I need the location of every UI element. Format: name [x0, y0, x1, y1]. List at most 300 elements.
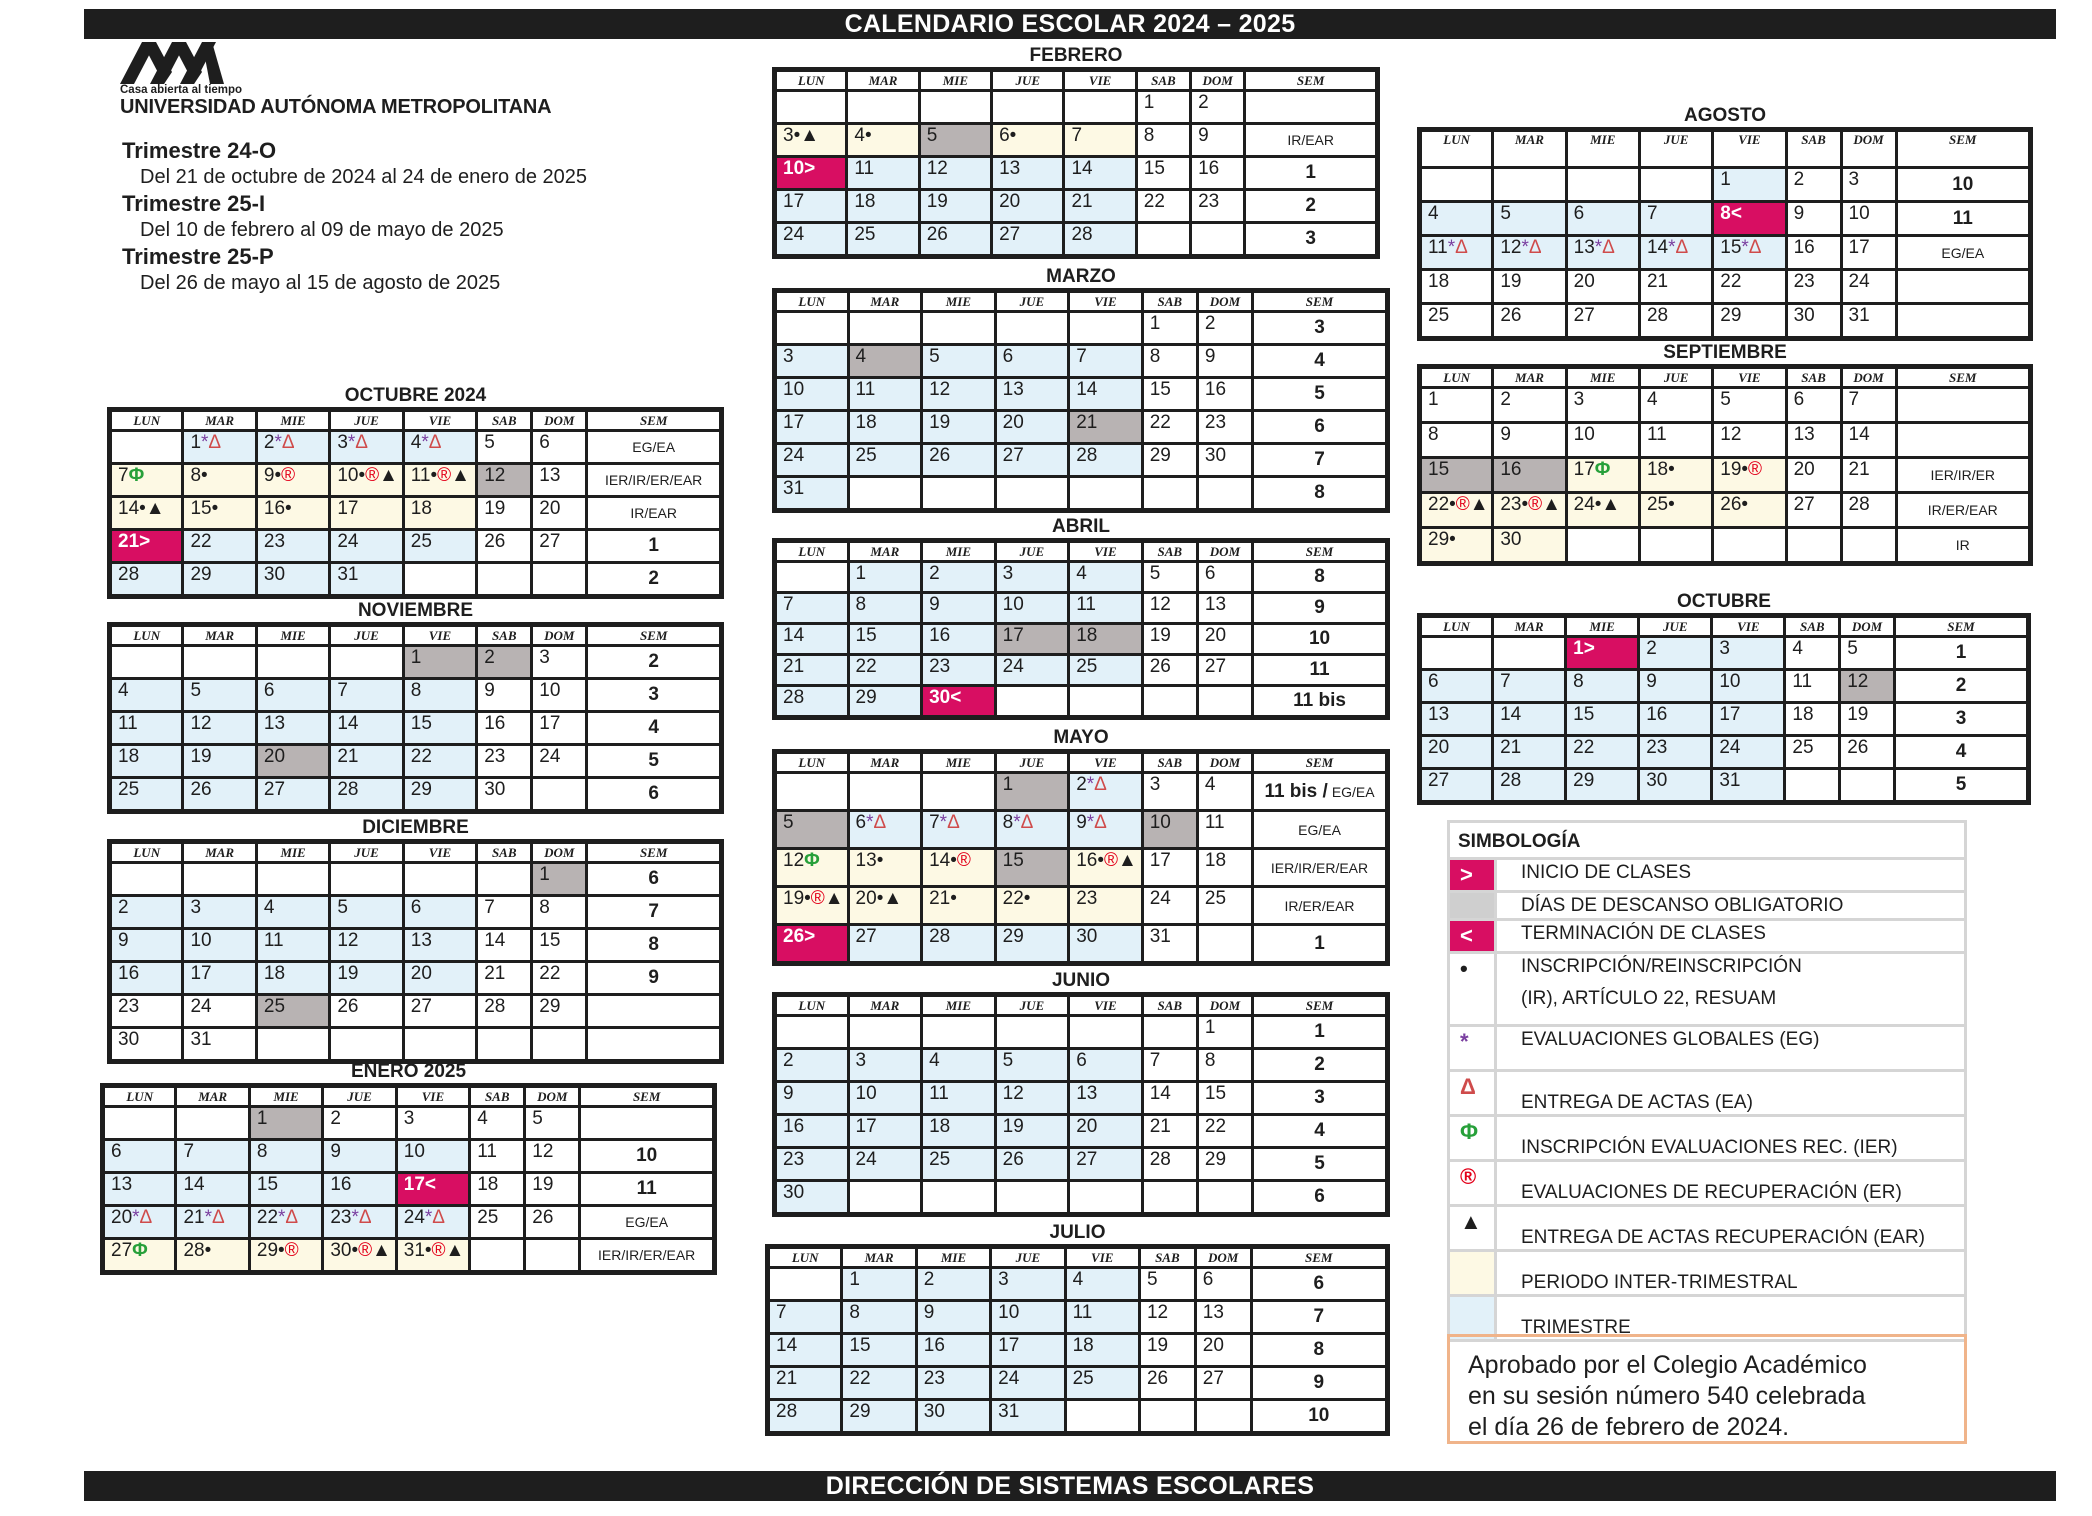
day-cell[interactable]	[1841, 304, 1896, 339]
day-cell[interactable]	[775, 1082, 849, 1115]
day-cell[interactable]	[1065, 1367, 1139, 1400]
day-cell[interactable]	[1841, 493, 1896, 528]
day-cell[interactable]	[847, 223, 919, 257]
day-cell[interactable]	[848, 378, 922, 411]
day-cell[interactable]	[532, 431, 587, 464]
day-cell[interactable]	[1195, 1334, 1251, 1367]
day-cell[interactable]	[995, 1082, 1069, 1115]
day-cell[interactable]	[1197, 1016, 1252, 1049]
day-cell[interactable]	[110, 745, 183, 778]
day-cell[interactable]	[847, 190, 919, 223]
day-cell[interactable]	[995, 562, 1069, 593]
day-cell[interactable]	[1841, 202, 1896, 236]
day-cell[interactable]	[1786, 270, 1841, 304]
day-cell[interactable]	[532, 745, 587, 778]
day-cell[interactable]	[1785, 670, 1840, 703]
day-cell[interactable]	[1069, 411, 1143, 444]
day-cell[interactable]	[1195, 1367, 1251, 1400]
day-cell[interactable]	[532, 863, 587, 896]
day-cell[interactable]	[1493, 270, 1566, 304]
day-cell[interactable]	[775, 378, 849, 411]
day-cell[interactable]	[1785, 637, 1840, 670]
day-cell[interactable]	[477, 896, 532, 929]
day-cell[interactable]	[1712, 736, 1785, 769]
day-cell[interactable]	[1197, 773, 1252, 811]
day-cell[interactable]	[1197, 444, 1252, 477]
day-cell[interactable]	[183, 778, 256, 812]
day-cell[interactable]	[848, 925, 922, 964]
day-cell[interactable]	[396, 1140, 469, 1173]
day-cell[interactable]	[1069, 593, 1143, 624]
day-cell[interactable]	[922, 444, 996, 477]
day-cell[interactable]	[922, 1049, 996, 1082]
day-cell[interactable]	[110, 679, 183, 712]
day-cell[interactable]	[183, 712, 256, 745]
day-cell[interactable]	[183, 995, 256, 1028]
day-cell[interactable]	[532, 530, 587, 563]
day-cell[interactable]	[848, 1082, 922, 1115]
day-cell[interactable]	[1712, 637, 1785, 670]
day-cell[interactable]	[1566, 202, 1639, 236]
day-cell[interactable]	[403, 679, 476, 712]
day-cell[interactable]	[403, 745, 476, 778]
day-cell[interactable]	[1142, 655, 1197, 686]
day-cell[interactable]	[1786, 423, 1841, 458]
day-cell[interactable]	[1065, 1334, 1139, 1367]
day-cell[interactable]	[848, 1115, 922, 1148]
day-cell[interactable]	[183, 464, 256, 497]
day-cell[interactable]	[110, 995, 183, 1028]
day-cell[interactable]	[330, 896, 403, 929]
day-cell[interactable]	[1069, 925, 1143, 964]
day-cell[interactable]	[1069, 655, 1143, 686]
day-cell[interactable]	[256, 712, 329, 745]
day-cell[interactable]	[1197, 1049, 1252, 1082]
day-cell[interactable]	[1713, 304, 1786, 339]
day-cell[interactable]	[1493, 458, 1566, 493]
day-cell[interactable]	[1786, 493, 1841, 528]
day-cell[interactable]	[775, 849, 849, 887]
day-cell[interactable]	[1713, 202, 1786, 236]
day-cell[interactable]	[916, 1400, 990, 1434]
day-cell[interactable]	[103, 1206, 176, 1239]
day-cell[interactable]	[775, 444, 849, 477]
day-cell[interactable]	[995, 411, 1069, 444]
day-cell[interactable]	[1142, 811, 1197, 849]
day-cell[interactable]	[330, 929, 403, 962]
day-cell[interactable]	[1786, 388, 1841, 423]
day-cell[interactable]	[922, 887, 996, 925]
day-cell[interactable]	[848, 411, 922, 444]
day-cell[interactable]	[477, 745, 532, 778]
day-cell[interactable]	[1065, 1268, 1139, 1301]
day-cell[interactable]	[477, 646, 532, 679]
day-cell[interactable]	[1197, 655, 1252, 686]
day-cell[interactable]	[916, 1268, 990, 1301]
day-cell[interactable]	[995, 378, 1069, 411]
day-cell[interactable]	[403, 929, 476, 962]
day-cell[interactable]	[1639, 236, 1712, 270]
day-cell[interactable]	[110, 563, 183, 597]
day-cell[interactable]	[1712, 769, 1785, 803]
day-cell[interactable]	[775, 624, 849, 655]
day-cell[interactable]	[1136, 91, 1190, 124]
day-cell[interactable]	[532, 929, 587, 962]
day-cell[interactable]	[775, 925, 849, 964]
day-cell[interactable]	[995, 887, 1069, 925]
day-cell[interactable]	[1566, 270, 1639, 304]
day-cell[interactable]	[183, 962, 256, 995]
day-cell[interactable]	[922, 345, 996, 378]
day-cell[interactable]	[330, 530, 403, 563]
day-cell[interactable]	[848, 593, 922, 624]
day-cell[interactable]	[470, 1107, 525, 1140]
day-cell[interactable]	[1420, 493, 1493, 528]
day-cell[interactable]	[848, 1049, 922, 1082]
day-cell[interactable]	[532, 962, 587, 995]
day-cell[interactable]	[847, 157, 919, 190]
day-cell[interactable]	[1420, 769, 1493, 803]
day-cell[interactable]	[323, 1239, 396, 1273]
day-cell[interactable]	[525, 1173, 580, 1206]
day-cell[interactable]	[1639, 458, 1712, 493]
day-cell[interactable]	[775, 811, 849, 849]
day-cell[interactable]	[1713, 423, 1786, 458]
day-cell[interactable]	[922, 655, 996, 686]
day-cell[interactable]	[1566, 637, 1639, 670]
day-cell[interactable]	[183, 431, 256, 464]
day-cell[interactable]	[1069, 1082, 1143, 1115]
day-cell[interactable]	[848, 1148, 922, 1181]
day-cell[interactable]	[775, 190, 847, 223]
day-cell[interactable]	[775, 1049, 849, 1082]
day-cell[interactable]	[775, 223, 847, 257]
day-cell[interactable]	[1142, 849, 1197, 887]
day-cell[interactable]	[1197, 1148, 1252, 1181]
day-cell[interactable]	[1566, 670, 1639, 703]
day-cell[interactable]	[1566, 493, 1639, 528]
day-cell[interactable]	[775, 157, 847, 190]
day-cell[interactable]	[323, 1140, 396, 1173]
day-cell[interactable]	[1713, 236, 1786, 270]
day-cell[interactable]	[1712, 703, 1785, 736]
day-cell[interactable]	[1841, 388, 1896, 423]
day-cell[interactable]	[1191, 157, 1245, 190]
day-cell[interactable]	[1786, 168, 1841, 202]
day-cell[interactable]	[403, 431, 476, 464]
day-cell[interactable]	[396, 1239, 469, 1273]
day-cell[interactable]	[995, 345, 1069, 378]
day-cell[interactable]	[403, 712, 476, 745]
day-cell[interactable]	[470, 1140, 525, 1173]
day-cell[interactable]	[256, 745, 329, 778]
day-cell[interactable]	[256, 497, 329, 530]
day-cell[interactable]	[1197, 562, 1252, 593]
day-cell[interactable]	[532, 995, 587, 1028]
day-cell[interactable]	[1713, 493, 1786, 528]
day-cell[interactable]	[249, 1206, 322, 1239]
day-cell[interactable]	[1142, 345, 1197, 378]
day-cell[interactable]	[330, 712, 403, 745]
day-cell[interactable]	[848, 887, 922, 925]
day-cell[interactable]	[842, 1301, 916, 1334]
day-cell[interactable]	[330, 745, 403, 778]
day-cell[interactable]	[1786, 202, 1841, 236]
day-cell[interactable]	[992, 190, 1064, 223]
day-cell[interactable]	[1712, 670, 1785, 703]
day-cell[interactable]	[1142, 444, 1197, 477]
day-cell[interactable]	[1142, 773, 1197, 811]
day-cell[interactable]	[470, 1173, 525, 1206]
day-cell[interactable]	[256, 896, 329, 929]
day-cell[interactable]	[1639, 493, 1712, 528]
day-cell[interactable]	[922, 925, 996, 964]
day-cell[interactable]	[1713, 388, 1786, 423]
day-cell[interactable]	[256, 530, 329, 563]
day-cell[interactable]	[1420, 670, 1493, 703]
day-cell[interactable]	[256, 464, 329, 497]
day-cell[interactable]	[1197, 1115, 1252, 1148]
day-cell[interactable]	[330, 497, 403, 530]
day-cell[interactable]	[110, 497, 183, 530]
day-cell[interactable]	[916, 1334, 990, 1367]
day-cell[interactable]	[1420, 458, 1493, 493]
day-cell[interactable]	[330, 962, 403, 995]
day-cell[interactable]	[110, 962, 183, 995]
day-cell[interactable]	[1139, 1268, 1195, 1301]
day-cell[interactable]	[1142, 1049, 1197, 1082]
day-cell[interactable]	[1493, 202, 1566, 236]
day-cell[interactable]	[477, 995, 532, 1028]
day-cell[interactable]	[183, 679, 256, 712]
day-cell[interactable]	[1566, 703, 1639, 736]
day-cell[interactable]	[183, 929, 256, 962]
day-cell[interactable]	[1420, 304, 1493, 339]
day-cell[interactable]	[922, 593, 996, 624]
day-cell[interactable]	[403, 646, 476, 679]
day-cell[interactable]	[995, 773, 1069, 811]
day-cell[interactable]	[1841, 423, 1896, 458]
day-cell[interactable]	[919, 157, 991, 190]
day-cell[interactable]	[183, 563, 256, 597]
day-cell[interactable]	[1191, 124, 1245, 157]
day-cell[interactable]	[1420, 236, 1493, 270]
day-cell[interactable]	[991, 1334, 1065, 1367]
day-cell[interactable]	[1566, 388, 1639, 423]
day-cell[interactable]	[1493, 736, 1566, 769]
day-cell[interactable]	[1142, 1148, 1197, 1181]
day-cell[interactable]	[848, 686, 922, 718]
day-cell[interactable]	[842, 1400, 916, 1434]
day-cell[interactable]	[1566, 304, 1639, 339]
day-cell[interactable]	[256, 995, 329, 1028]
day-cell[interactable]	[1713, 168, 1786, 202]
day-cell[interactable]	[256, 929, 329, 962]
day-cell[interactable]	[1420, 270, 1493, 304]
day-cell[interactable]	[1064, 124, 1136, 157]
day-cell[interactable]	[1420, 528, 1493, 564]
day-cell[interactable]	[1069, 1115, 1143, 1148]
day-cell[interactable]	[768, 1334, 842, 1367]
day-cell[interactable]	[1639, 736, 1712, 769]
day-cell[interactable]	[1197, 411, 1252, 444]
day-cell[interactable]	[470, 1206, 525, 1239]
day-cell[interactable]	[110, 464, 183, 497]
day-cell[interactable]	[176, 1239, 249, 1273]
day-cell[interactable]	[775, 593, 849, 624]
day-cell[interactable]	[1840, 703, 1895, 736]
day-cell[interactable]	[1566, 458, 1639, 493]
day-cell[interactable]	[1840, 736, 1895, 769]
day-cell[interactable]	[256, 679, 329, 712]
day-cell[interactable]	[183, 1028, 256, 1062]
day-cell[interactable]	[995, 624, 1069, 655]
day-cell[interactable]	[922, 686, 996, 718]
day-cell[interactable]	[323, 1173, 396, 1206]
day-cell[interactable]	[1069, 345, 1143, 378]
day-cell[interactable]	[1785, 703, 1840, 736]
day-cell[interactable]	[1493, 236, 1566, 270]
day-cell[interactable]	[525, 1107, 580, 1140]
day-cell[interactable]	[919, 223, 991, 257]
day-cell[interactable]	[396, 1173, 469, 1206]
day-cell[interactable]	[532, 896, 587, 929]
day-cell[interactable]	[1139, 1367, 1195, 1400]
day-cell[interactable]	[1566, 423, 1639, 458]
day-cell[interactable]	[922, 411, 996, 444]
day-cell[interactable]	[995, 1049, 1069, 1082]
day-cell[interactable]	[1069, 849, 1143, 887]
day-cell[interactable]	[1064, 190, 1136, 223]
day-cell[interactable]	[1493, 388, 1566, 423]
day-cell[interactable]	[1566, 736, 1639, 769]
day-cell[interactable]	[1420, 202, 1493, 236]
day-cell[interactable]	[532, 464, 587, 497]
day-cell[interactable]	[249, 1140, 322, 1173]
day-cell[interactable]	[768, 1367, 842, 1400]
day-cell[interactable]	[1639, 202, 1712, 236]
day-cell[interactable]	[330, 995, 403, 1028]
day-cell[interactable]	[995, 849, 1069, 887]
day-cell[interactable]	[922, 378, 996, 411]
day-cell[interactable]	[403, 530, 476, 563]
day-cell[interactable]	[995, 925, 1069, 964]
day-cell[interactable]	[256, 431, 329, 464]
day-cell[interactable]	[916, 1301, 990, 1334]
day-cell[interactable]	[1142, 593, 1197, 624]
day-cell[interactable]	[1064, 223, 1136, 257]
day-cell[interactable]	[768, 1301, 842, 1334]
day-cell[interactable]	[1785, 736, 1840, 769]
day-cell[interactable]	[103, 1173, 176, 1206]
day-cell[interactable]	[477, 497, 532, 530]
day-cell[interactable]	[110, 778, 183, 812]
day-cell[interactable]	[532, 646, 587, 679]
day-cell[interactable]	[1069, 1049, 1143, 1082]
day-cell[interactable]	[1142, 411, 1197, 444]
day-cell[interactable]	[775, 124, 847, 157]
day-cell[interactable]	[532, 679, 587, 712]
day-cell[interactable]	[176, 1173, 249, 1206]
day-cell[interactable]	[477, 778, 532, 812]
day-cell[interactable]	[1142, 312, 1197, 345]
day-cell[interactable]	[1786, 304, 1841, 339]
day-cell[interactable]	[1841, 458, 1896, 493]
day-cell[interactable]	[1493, 769, 1566, 803]
day-cell[interactable]	[1069, 624, 1143, 655]
day-cell[interactable]	[176, 1206, 249, 1239]
day-cell[interactable]	[330, 778, 403, 812]
day-cell[interactable]	[919, 124, 991, 157]
day-cell[interactable]	[1197, 849, 1252, 887]
day-cell[interactable]	[848, 849, 922, 887]
day-cell[interactable]	[922, 849, 996, 887]
day-cell[interactable]	[1786, 236, 1841, 270]
day-cell[interactable]	[1639, 703, 1712, 736]
day-cell[interactable]	[1142, 1115, 1197, 1148]
day-cell[interactable]	[1136, 124, 1190, 157]
day-cell[interactable]	[110, 1028, 183, 1062]
day-cell[interactable]	[183, 497, 256, 530]
day-cell[interactable]	[1420, 388, 1493, 423]
day-cell[interactable]	[922, 811, 996, 849]
day-cell[interactable]	[1639, 388, 1712, 423]
day-cell[interactable]	[848, 345, 922, 378]
day-cell[interactable]	[1841, 236, 1896, 270]
day-cell[interactable]	[1639, 670, 1712, 703]
day-cell[interactable]	[1493, 670, 1566, 703]
day-cell[interactable]	[995, 1115, 1069, 1148]
day-cell[interactable]	[477, 929, 532, 962]
day-cell[interactable]	[1065, 1301, 1139, 1334]
day-cell[interactable]	[1197, 624, 1252, 655]
day-cell[interactable]	[848, 562, 922, 593]
day-cell[interactable]	[1713, 458, 1786, 493]
day-cell[interactable]	[1069, 562, 1143, 593]
day-cell[interactable]	[1639, 637, 1712, 670]
day-cell[interactable]	[110, 896, 183, 929]
day-cell[interactable]	[1136, 190, 1190, 223]
day-cell[interactable]	[1139, 1301, 1195, 1334]
day-cell[interactable]	[1142, 378, 1197, 411]
day-cell[interactable]	[477, 962, 532, 995]
day-cell[interactable]	[1493, 423, 1566, 458]
day-cell[interactable]	[110, 530, 183, 563]
day-cell[interactable]	[176, 1140, 249, 1173]
day-cell[interactable]	[477, 530, 532, 563]
day-cell[interactable]	[1195, 1301, 1251, 1334]
day-cell[interactable]	[1786, 458, 1841, 493]
day-cell[interactable]	[1197, 887, 1252, 925]
day-cell[interactable]	[992, 157, 1064, 190]
day-cell[interactable]	[403, 464, 476, 497]
day-cell[interactable]	[1142, 887, 1197, 925]
day-cell[interactable]	[110, 929, 183, 962]
day-cell[interactable]	[330, 464, 403, 497]
day-cell[interactable]	[1566, 769, 1639, 803]
day-cell[interactable]	[532, 712, 587, 745]
day-cell[interactable]	[1069, 811, 1143, 849]
day-cell[interactable]	[183, 745, 256, 778]
day-cell[interactable]	[330, 431, 403, 464]
day-cell[interactable]	[775, 345, 849, 378]
day-cell[interactable]	[323, 1206, 396, 1239]
day-cell[interactable]	[477, 679, 532, 712]
day-cell[interactable]	[1136, 157, 1190, 190]
day-cell[interactable]	[842, 1334, 916, 1367]
day-cell[interactable]	[256, 962, 329, 995]
day-cell[interactable]	[183, 530, 256, 563]
